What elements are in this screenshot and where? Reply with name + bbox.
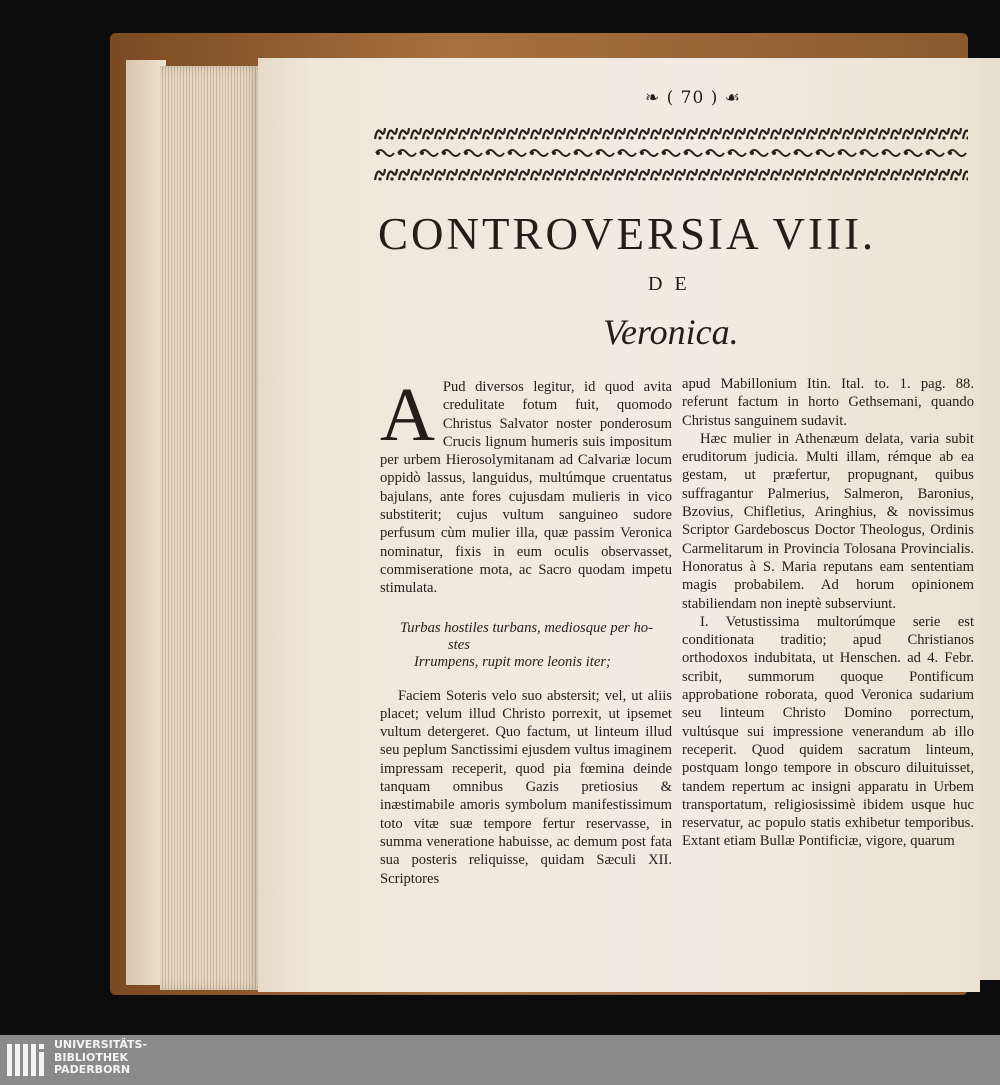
library-name-line-1: UNIVERSITÄTS- <box>54 1038 148 1051</box>
library-logo-icon <box>6 1040 48 1080</box>
library-footer-bar <box>0 1035 1000 1085</box>
text-column-left <box>380 373 672 888</box>
title-preposition: DE <box>648 273 699 295</box>
library-name-line-3: PADERBORN <box>54 1063 131 1076</box>
book-page <box>258 58 980 992</box>
verse-line-2: Irrumpens, rupit more leonis iter; <box>414 653 611 670</box>
controversy-subject: Veronica. <box>603 312 739 352</box>
controversy-title: CONTROVERSIA VIII. <box>378 209 877 259</box>
paragraph-opening-text: Pud diversos legitur, id quod avita credulitate fotum fuit, quomodo Christus Salvator noster ponderosum Crucis lignum humeris suis impositum per urbem Hierosolymitanam ad Calvariæ locum oppidò lassus, languidus, multúmque cruentatus bajulans, ante fores cujusdam mulieris in vico substiterit; cujus vultum sanguineo sudore perfusum cùm mulier illa, quæ passim Veronica nominatur, fixis in eum oculis observasset, commiseratione mota, ac Sacro quodam impetu stimulata. <box>380 379 672 597</box>
page-number-ornament-right-icon: ☙ <box>724 88 742 108</box>
paragraph-opening <box>380 373 672 598</box>
page-number <box>633 88 753 108</box>
ornament-band-middle-icon <box>374 146 968 160</box>
page-number-text: ( 70 ) <box>666 88 719 108</box>
paragraph-tradition: I. Vetustissima multorúmque serie est conditionata traditio; apud Christianos orthodoxos indubitata, ut Henschen. ad 4. Febr. scribit, summorum quoque Pontificum approbatione roborata, quod Veronica sudarium seu linteum Christo Domino porrectum, vultúsque sui impressione venerandum ab illo receperit. Quod quidem sacratum linteum, postquam longo tempore in obscuro diluituisset, tandem repertum ac insigni apparatu in Urbem transportatum, religiosissimè ibidem usque huc reservatur, ac populo statis exhibetur temporibus. Extant etiam Bullæ Pontificiæ, vigore, quarum <box>682 613 974 850</box>
page-edges <box>160 66 260 990</box>
drop-cap: A <box>380 373 435 457</box>
paragraph-continuation: apud Mabillonium Itin. Ital. to. 1. pag. 88. referunt factum in horto Gethsemani, quando Christus sanguinem sudavit. <box>682 376 974 429</box>
library-name <box>54 1039 147 1077</box>
verse-line-1: Turbas hostiles turbans, mediosque per ho- <box>400 619 653 636</box>
ornament-band-bottom-icon <box>374 165 968 183</box>
verse-line-1-continuation: stes <box>448 636 470 653</box>
text-column-right <box>682 375 974 851</box>
ornament-band-top-icon <box>374 124 968 142</box>
paragraph-second: Faciem Soteris velo suo abstersit; vel, ut aliis placet; velum illud Christo porrexit, ut ipsemet vultum detergeret. Quo factum, ut linteum illud seu peplum Sanctissimi ejusdem vultus imaginem impressam receperit, quod pia fœmina deinde tanquam omnibus Gazis pretiosius & inæstimabile amoris symbolum manifestissimum toto vitæ suæ tempore fertur reservasse, in summa veneratione habuisse, ac demum post fata sua posteris reliquisse, quidam Sæculi XII. Scriptores <box>380 687 672 887</box>
page-number-ornament-left-icon: ❧ <box>644 88 661 108</box>
library-name-line-2: BIBLIOTHEK <box>54 1050 129 1064</box>
paragraph-athenaeum: Hæc mulier in Athenæum delata, varia subit eruditorum judicia. Multi illam, rémque ab ea gestam, ut præfertur, propugnant, quibus suffragantur Palmerius, Salmeron, Baronius, Bzovius, Chifletius, Aringhius, & novissimus Scriptor Gardeboscus Doctor Theologus, Ordinis Carmelitarum in Provincia Tolosana Provincialis. Honoratus à S. Maria reputans eam sententiam magis probabilem. Ad horum opinionem stabiliendam non ineptè subserviunt. <box>682 430 974 612</box>
verse-quotation <box>400 620 672 671</box>
